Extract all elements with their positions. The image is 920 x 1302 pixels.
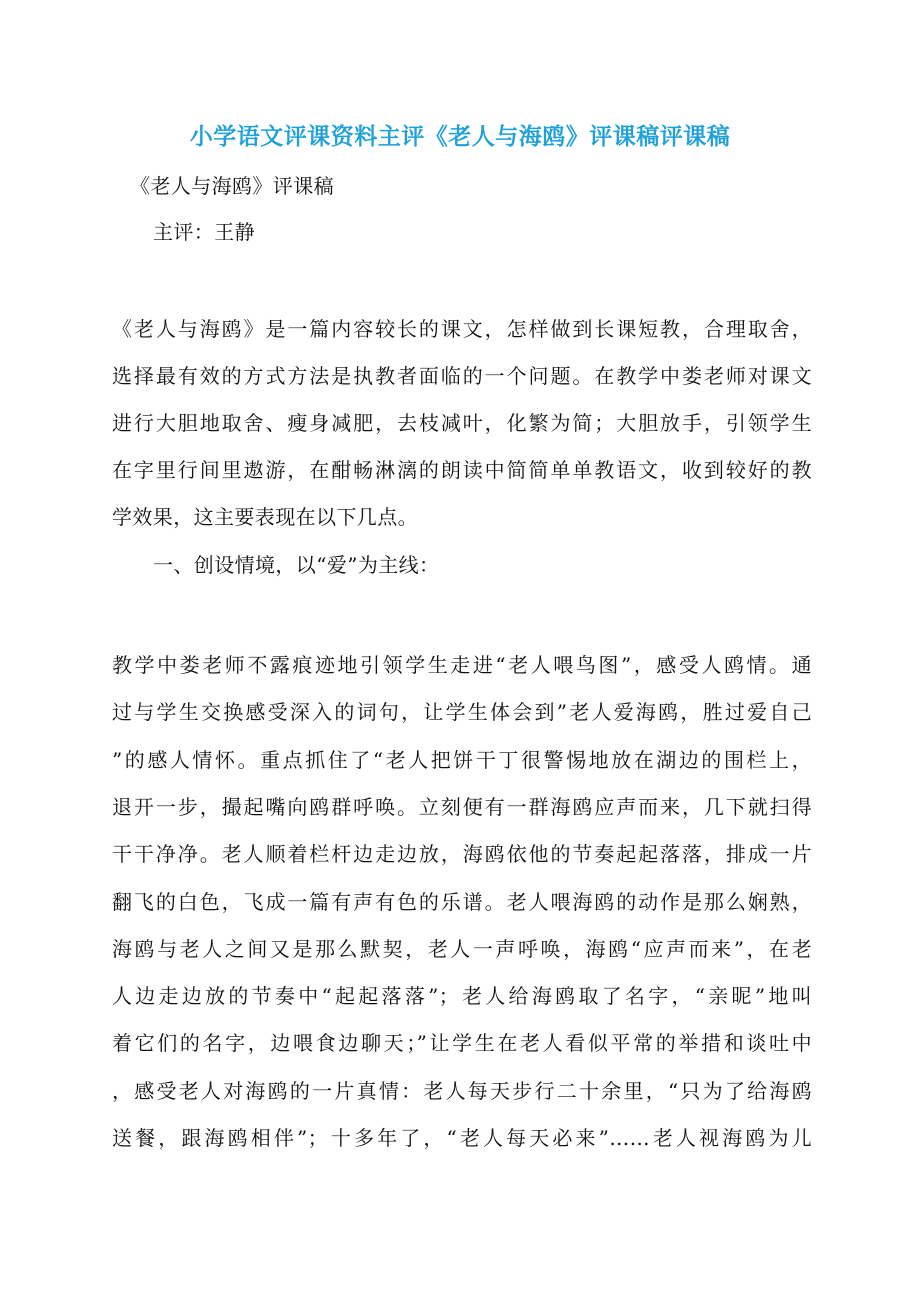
paragraph-2-line: 海鸥与老人之间又是那么默契，老人一声呼唤，海鸥“应声而来”，在老 — [112, 937, 812, 961]
paragraph-2-line: 过与学生交换感受深入的词句，让学生体会到”老人爱海鸥，胜过爱自己 — [112, 700, 812, 724]
reviewer-line: 主评：王静 — [153, 220, 255, 244]
paragraph-1-line: 学效果，这主要表现在以下几点。 — [112, 505, 418, 529]
section-heading: 一、创设情境，以“爱”为主线： — [153, 553, 440, 577]
paragraph-1-line: 选择最有效的方式方法是执教者面临的一个问题。在教学中娄老师对课文 — [112, 364, 812, 388]
paragraph-2-line: 着它们的名字，边喂食边聊天；”让学生在老人看似平常的举措和谈吐中 — [112, 1031, 812, 1055]
paragraph-2-line: 退开一步，撮起嘴向鸥群呼唤。立刻便有一群海鸥应声而来，几下就扫得 — [112, 795, 812, 819]
document-subtitle: 《老人与海鸥》评课稿 — [130, 174, 334, 198]
document-title: 小学语文评课资料主评《老人与海鸥》评课稿评课稿 — [189, 123, 731, 150]
paragraph-2-line: 送餐，跟海鸥相伴”；十多年了，“老人每天必来”……老人视海鸥为儿 — [112, 1126, 812, 1150]
paragraph-2-line: 干干净净。老人顺着栏杆边走边放，海鸥依他的节奏起起落落，排成一片 — [112, 842, 812, 866]
paragraph-1-line: 《老人与海鸥》是一篇内容较长的课文，怎样做到长课短教，合理取舍， — [112, 317, 812, 341]
paragraph-2-line: 人边走边放的节奏中“起起落落”；老人给海鸥取了名字，“亲昵”地叫 — [112, 984, 812, 1008]
paragraph-1-line: 在字里行间里遨游，在酣畅淋漓的朗读中简简单单教语文，收到较好的教 — [112, 458, 812, 482]
paragraph-1-line: 进行大胆地取舍、瘦身减肥，去枝减叶，化繁为简；大胆放手，引领学生 — [112, 411, 812, 435]
paragraph-2-line: 翻飞的白色，飞成一篇有声有色的乐谱。老人喂海鸥的动作是那么娴熟， — [112, 890, 812, 914]
paragraph-2-line: ”的感人情怀。重点抓住了“老人把饼干丁很警惕地放在湖边的围栏上， — [112, 748, 812, 772]
paragraph-2-line: ，感受老人对海鸥的一片真情：老人每天步行二十余里，“只为了给海鸥 — [112, 1079, 812, 1103]
paragraph-2-line: 教学中娄老师不露痕迹地引领学生走进“老人喂鸟图”，感受人鸥情。通 — [112, 653, 812, 677]
